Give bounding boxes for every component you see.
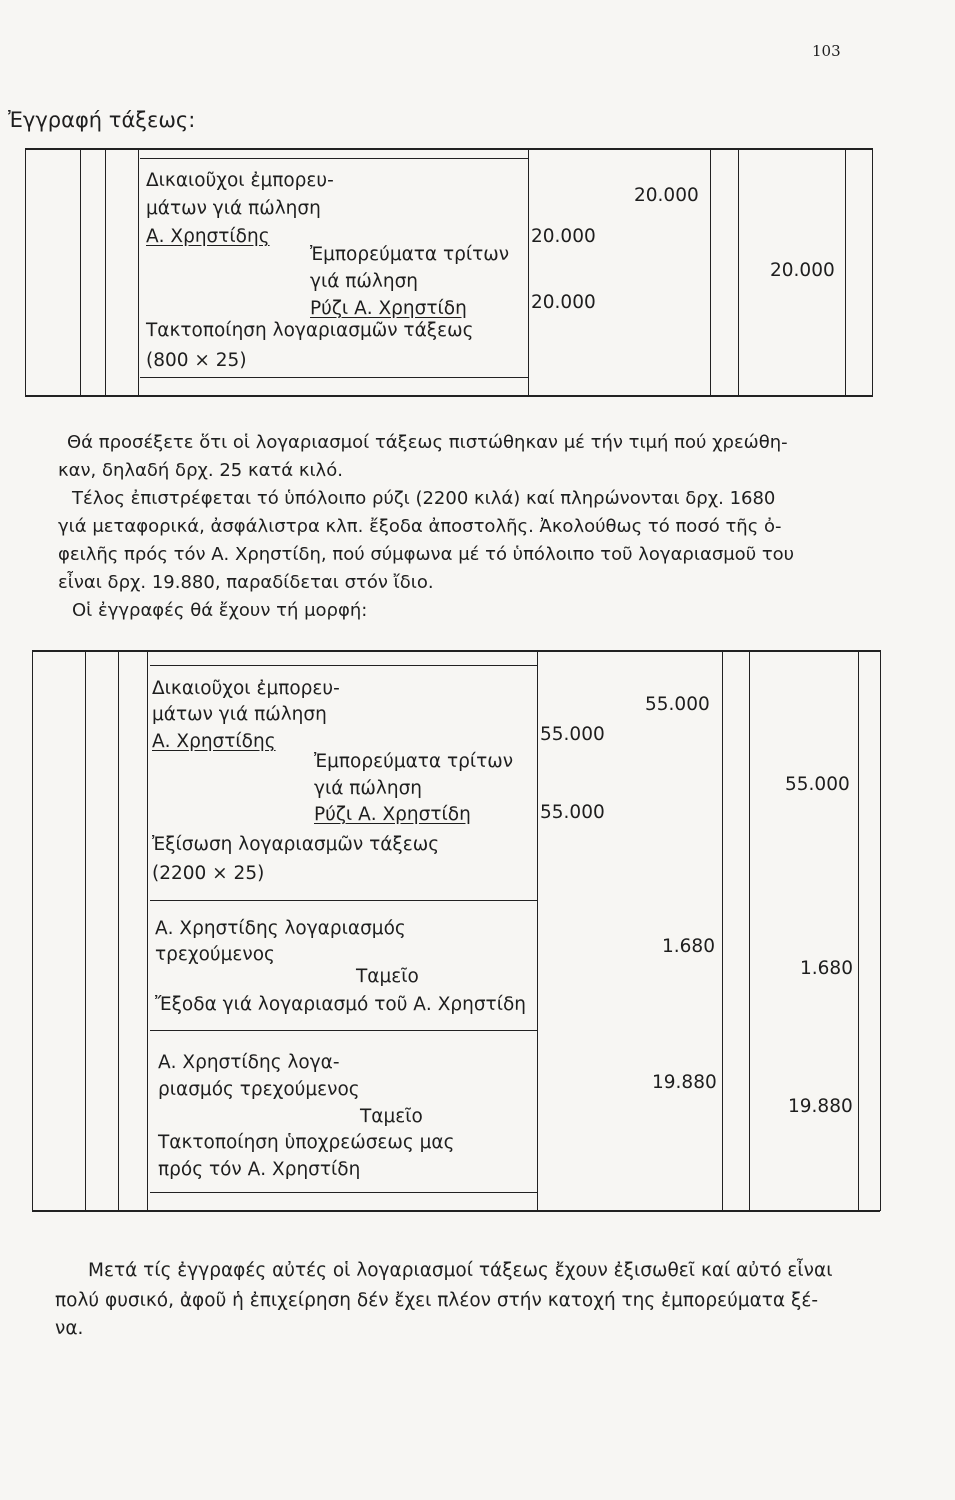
credit-amount: 20.000	[531, 292, 596, 313]
table-rule	[25, 395, 873, 397]
credit-amount: 55.000	[785, 774, 850, 795]
paragraph-line: Μετά τίς ἐγγραφές αὐτές οἱ λογαριασμοί τάξεως ἔχουν ἐξισωθεῖ καί αὐτό εἶναι	[88, 1260, 833, 1281]
entry-divider	[150, 665, 537, 666]
table-rule	[118, 650, 119, 1211]
debit-amount: 20.000	[634, 185, 699, 206]
table-rule	[528, 148, 529, 396]
debit-account-line: Δικαιοῦχοι ἐμπορευ-	[146, 170, 334, 191]
table-rule	[722, 650, 723, 1211]
credit-account-line: Ταμεῖο	[356, 966, 419, 987]
paragraph-line: Τέλος ἐπιστρέφεται τό ὑπόλοιπο ρύζι (2200 κιλά) καί πληρώνονται δρχ. 1680	[72, 488, 776, 509]
debit-amount: 1.680	[662, 936, 715, 957]
credit-account-line: Ρύζι Α. Χρηστίδη	[314, 804, 471, 825]
table-rule	[749, 650, 750, 1211]
table-rule	[537, 650, 538, 1211]
credit-account-line: Ἐμπορεύματα τρίτων	[314, 751, 514, 772]
credit-amount: 1.680	[800, 958, 853, 979]
table-rule	[880, 650, 881, 1211]
entry-description: πρός τόν Α. Χρηστίδη	[158, 1159, 361, 1180]
table-rule	[85, 650, 86, 1211]
entry-description: (2200 × 25)	[152, 863, 265, 884]
entry-description: Τακτοποίηση ὑποχρεώσεως μας	[158, 1132, 455, 1153]
debit-account-line: Δικαιοῦχοι ἐμπορευ-	[152, 678, 340, 699]
debit-account-line: Α. Χρηστίδης λογαριασμός	[155, 918, 406, 939]
debit-account-line: ριασμός τρεχούμενος	[158, 1079, 360, 1100]
section-heading: Ἐγγραφή τάξεως:	[8, 108, 196, 132]
entry-divider	[140, 377, 528, 378]
table-rule	[32, 650, 880, 652]
credit-account-line: Ρύζι Α. Χρηστίδη	[310, 298, 467, 319]
table-rule	[858, 650, 859, 1211]
debit-account-line: Α. Χρηστίδης	[152, 731, 276, 752]
debit-account-line: μάτων γιά πώληση	[146, 198, 321, 219]
table-rule	[32, 650, 33, 1211]
table-rule	[710, 148, 711, 396]
debit-amount: 20.000	[531, 226, 596, 247]
entry-divider	[150, 1030, 537, 1031]
credit-amount: 55.000	[540, 802, 605, 823]
table-rule	[872, 148, 873, 396]
paragraph-line: να.	[55, 1318, 84, 1339]
debit-account-line: μάτων γιά πώληση	[152, 704, 327, 725]
table-rule	[25, 148, 873, 150]
debit-account-line: Α. Χρηστίδης λογα-	[158, 1052, 340, 1073]
paragraph-line: εἶναι δρχ. 19.880, παραδίδεται στόν ἴδιο.	[58, 572, 434, 593]
entry-divider	[150, 1192, 537, 1193]
debit-amount: 19.880	[652, 1072, 717, 1093]
credit-amount: 20.000	[770, 260, 835, 281]
paragraph-line: γιά μεταφορικά, ἀσφάλιστρα κλπ. ἔξοδα ἀποστολῆς. Ἀκολούθως τό ποσό τῆς ὀ-	[58, 516, 782, 537]
entry-description: Τακτοποίηση λογαριασμῶν τάξεως	[146, 320, 474, 341]
credit-account-line: Ταμεῖο	[360, 1106, 423, 1127]
debit-account-line: τρεχούμενος	[155, 944, 275, 965]
credit-account-line: γιά πώληση	[310, 271, 419, 292]
table-rule	[80, 148, 81, 396]
entry-divider	[140, 158, 528, 159]
credit-amount: 19.880	[788, 1096, 853, 1117]
paragraph-line: καν, δηλαδή δρχ. 25 κατά κιλό.	[58, 460, 343, 481]
table-rule	[138, 148, 139, 396]
entry-description: Ἔξοδα γιά λογαριασμό τοῦ Α. Χρηστίδη	[155, 994, 527, 1015]
entry-divider	[150, 900, 537, 901]
table-rule	[738, 148, 739, 396]
table-rule	[845, 148, 846, 396]
debit-account-line: Α. Χρηστίδης	[146, 226, 270, 247]
table-rule	[32, 1210, 880, 1212]
entry-description: Ἐξίσωση λογαριασμῶν τάξεως	[152, 834, 440, 855]
paragraph-line: φειλῆς πρός τόν Α. Χρηστίδη, πού σύμφωνα μέ τό ὑπόλοιπο τοῦ λογαριασμοῦ του	[58, 544, 795, 565]
paragraph-line: πολύ φυσικό, ἀφοῦ ἡ ἐπιχείρηση δέν ἔχει πλέον στήν κατοχή της ἐμπορεύματα ξέ-	[55, 1290, 818, 1311]
page-number: 103	[812, 42, 841, 60]
table-rule	[25, 148, 26, 396]
debit-amount: 55.000	[645, 694, 710, 715]
credit-account-line: Ἐμπορεύματα τρίτων	[310, 244, 510, 265]
table-rule	[147, 650, 148, 1211]
debit-amount: 55.000	[540, 724, 605, 745]
credit-account-line: γιά πώληση	[314, 778, 423, 799]
entry-description: (800 × 25)	[146, 350, 247, 371]
paragraph-line: Θά προσέξετε ὅτι οἱ λογαριασμοί τάξεως πιστώθηκαν μέ τήν τιμή πού χρεώθη-	[67, 432, 788, 453]
table-rule	[105, 148, 106, 396]
paragraph-line: Οἱ ἐγγραφές θά ἔχουν τή μορφή:	[72, 600, 368, 621]
